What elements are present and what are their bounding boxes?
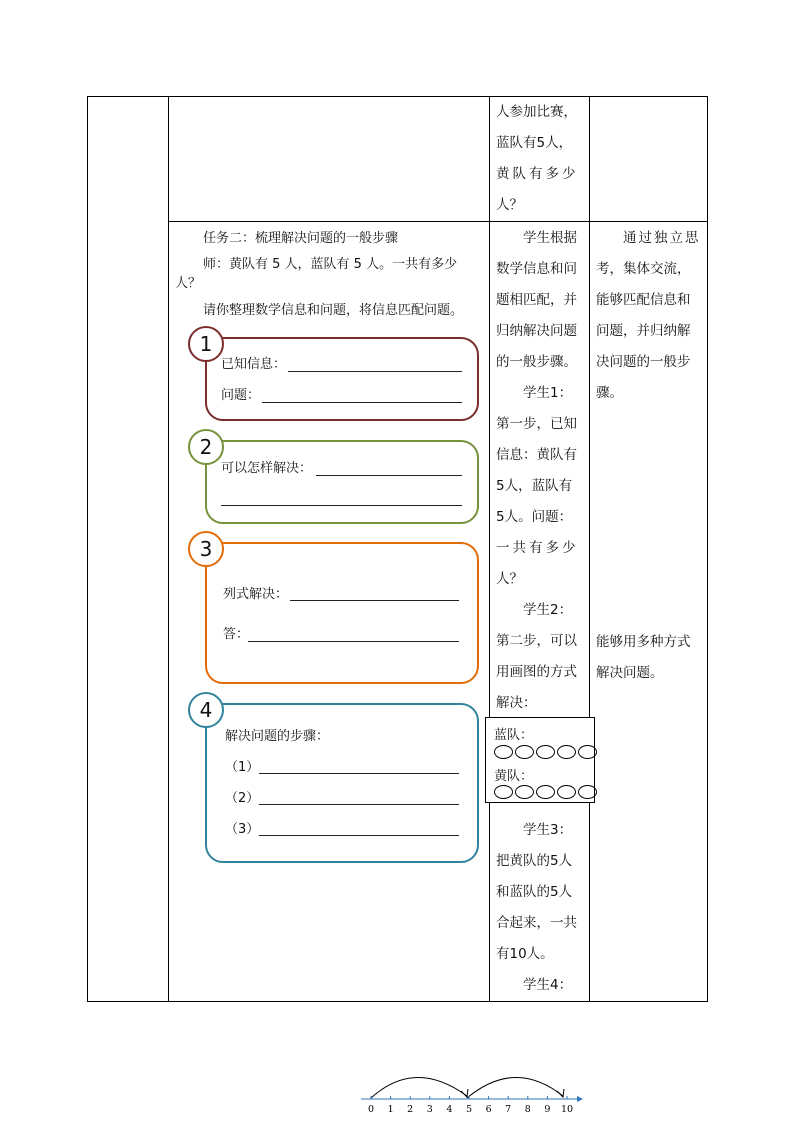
table-border-left (87, 96, 88, 1002)
step-number-badge: 3 (188, 531, 224, 567)
yellow-team-circles (494, 784, 599, 803)
table-border-bottom (87, 1001, 708, 1002)
circle-icon (557, 785, 576, 799)
text-line: 的一般步骤。 (496, 354, 577, 370)
text-line: 和蓝队的5人 (496, 884, 573, 900)
table-col-divider-2 (489, 96, 490, 1002)
text-line: 第一步，已知 (496, 416, 577, 432)
circle-icon (536, 745, 555, 759)
answer-label: 答： (223, 627, 250, 642)
step-2-label: （2） (225, 791, 260, 806)
table-row-divider (168, 221, 708, 222)
text-line: 人？ (496, 197, 523, 213)
text-line: 题相匹配，并 (496, 292, 577, 308)
text-line: 蓝队有5人， (496, 135, 573, 151)
known-info-label: 已知信息： (221, 357, 287, 372)
jump-arc-1 (371, 1077, 467, 1098)
yellow-team-label: 黄队： (494, 769, 534, 784)
text-line: 数学信息和问 (496, 261, 577, 277)
question-field[interactable] (262, 402, 462, 403)
method-label: 可以怎样解决： (221, 461, 313, 476)
teacher-line-wrap: 人？ (175, 276, 202, 291)
text-line: 考，集体交流， (596, 261, 691, 277)
text-line: 信息：黄队有 (496, 447, 577, 463)
number-line-label: 9 (544, 1104, 551, 1115)
blue-team-circles (494, 744, 599, 763)
number-line-diagram (355, 1058, 590, 1118)
text-line: 问题，并归纳解 (596, 323, 691, 339)
student-activity-text-continued (496, 815, 588, 1001)
table-border-top (87, 96, 708, 97)
table-border-right (707, 96, 708, 1002)
step-2-field[interactable] (259, 804, 459, 805)
team-picture-box (485, 717, 595, 803)
method-field[interactable] (316, 475, 462, 476)
text-line: 人？ (496, 571, 523, 587)
text-line: 一共有多少 (496, 540, 579, 556)
step-1-field[interactable] (259, 773, 459, 774)
text-line: 决问题的一般步 (596, 354, 691, 370)
number-line-label: 4 (446, 1104, 453, 1115)
known-info-field[interactable] (288, 371, 462, 372)
text-line: 解决问题。 (596, 665, 664, 681)
text-line: 能够匹配信息和 (596, 292, 691, 308)
number-line-label: 3 (426, 1104, 433, 1115)
step-number-badge: 2 (188, 429, 224, 465)
number-line-label: 5 (465, 1104, 473, 1115)
circle-icon (578, 745, 597, 759)
design-intent-text (596, 223, 706, 409)
circle-icon (536, 785, 555, 799)
text-line: 学生根据 (523, 230, 577, 246)
jump-arc-2 (467, 1077, 563, 1098)
arrow-head-2 (557, 1089, 564, 1097)
teacher-line: 师：黄队有 5 人，蓝队有 5 人。一共有多少 (203, 257, 458, 272)
text-line: 学生3： (523, 822, 573, 838)
text-line: 学生2： (523, 602, 573, 618)
axis-arrow-icon (577, 1096, 583, 1102)
text-line: 有10人。 (496, 946, 554, 962)
step-number-badge: 1 (188, 326, 224, 362)
table-col-divider-3 (589, 96, 590, 1002)
circle-icon (578, 785, 597, 799)
circle-icon (515, 745, 534, 759)
number-line-label: 0 (367, 1104, 375, 1115)
answer-field[interactable] (248, 641, 459, 642)
text-line: 学生1： (523, 385, 573, 401)
text-line: 把黄队的5人 (496, 853, 573, 869)
step-3-field[interactable] (259, 835, 459, 836)
task-title: 任务二：梳理解决问题的一般步骤 (203, 231, 399, 246)
number-line-label: 10 (560, 1104, 574, 1115)
text-line: 5人。问题： (496, 509, 573, 525)
text-line: 通过独立思 (623, 230, 701, 246)
circle-icon (494, 785, 513, 799)
steps-box (205, 703, 479, 863)
table-col-divider-1 (168, 96, 169, 1002)
task-instruction: 请你整理数学信息和问题，将信息匹配问题。 (203, 303, 464, 318)
text-line: 解决： (496, 695, 537, 711)
question-label: 问题： (221, 388, 261, 403)
number-line-label: 8 (524, 1104, 531, 1115)
design-intent-text-2 (596, 627, 706, 689)
text-line: 归纳解决问题 (496, 323, 577, 339)
number-line-label: 2 (407, 1104, 414, 1115)
method-field-2[interactable] (221, 505, 462, 506)
equation-field[interactable] (290, 600, 459, 601)
text-line: 能够用多种方式 (596, 634, 691, 650)
blue-team-label: 蓝队： (494, 728, 534, 743)
text-line: 用画图的方式 (496, 664, 577, 680)
text-line: 合起来，一共 (496, 915, 577, 931)
step-3-label: （3） (225, 822, 260, 837)
step-number-badge: 4 (188, 692, 224, 728)
number-line-label: 6 (485, 1104, 492, 1115)
circle-icon (494, 745, 513, 759)
text-line: 黄队有多少 (496, 166, 579, 182)
student-activity-text (496, 223, 588, 719)
equation-label: 列式解决： (223, 587, 289, 602)
text-line: 骤。 (596, 385, 623, 401)
method-box (205, 440, 479, 524)
text-line: 学生4： (523, 977, 573, 993)
known-info-box (205, 337, 479, 421)
top-row-student-text (496, 97, 586, 221)
circle-icon (515, 785, 534, 799)
equation-box (205, 542, 479, 684)
number-line-label: 1 (387, 1104, 394, 1115)
text-line: 第二步，可以 (496, 633, 577, 649)
text-line: 人参加比赛， (496, 104, 577, 120)
circle-icon (557, 745, 576, 759)
step-1-label: （1） (225, 760, 260, 775)
steps-label: 解决问题的步骤： (225, 729, 330, 744)
number-line-label: 7 (505, 1104, 512, 1115)
text-line: 5人，蓝队有 (496, 478, 573, 494)
